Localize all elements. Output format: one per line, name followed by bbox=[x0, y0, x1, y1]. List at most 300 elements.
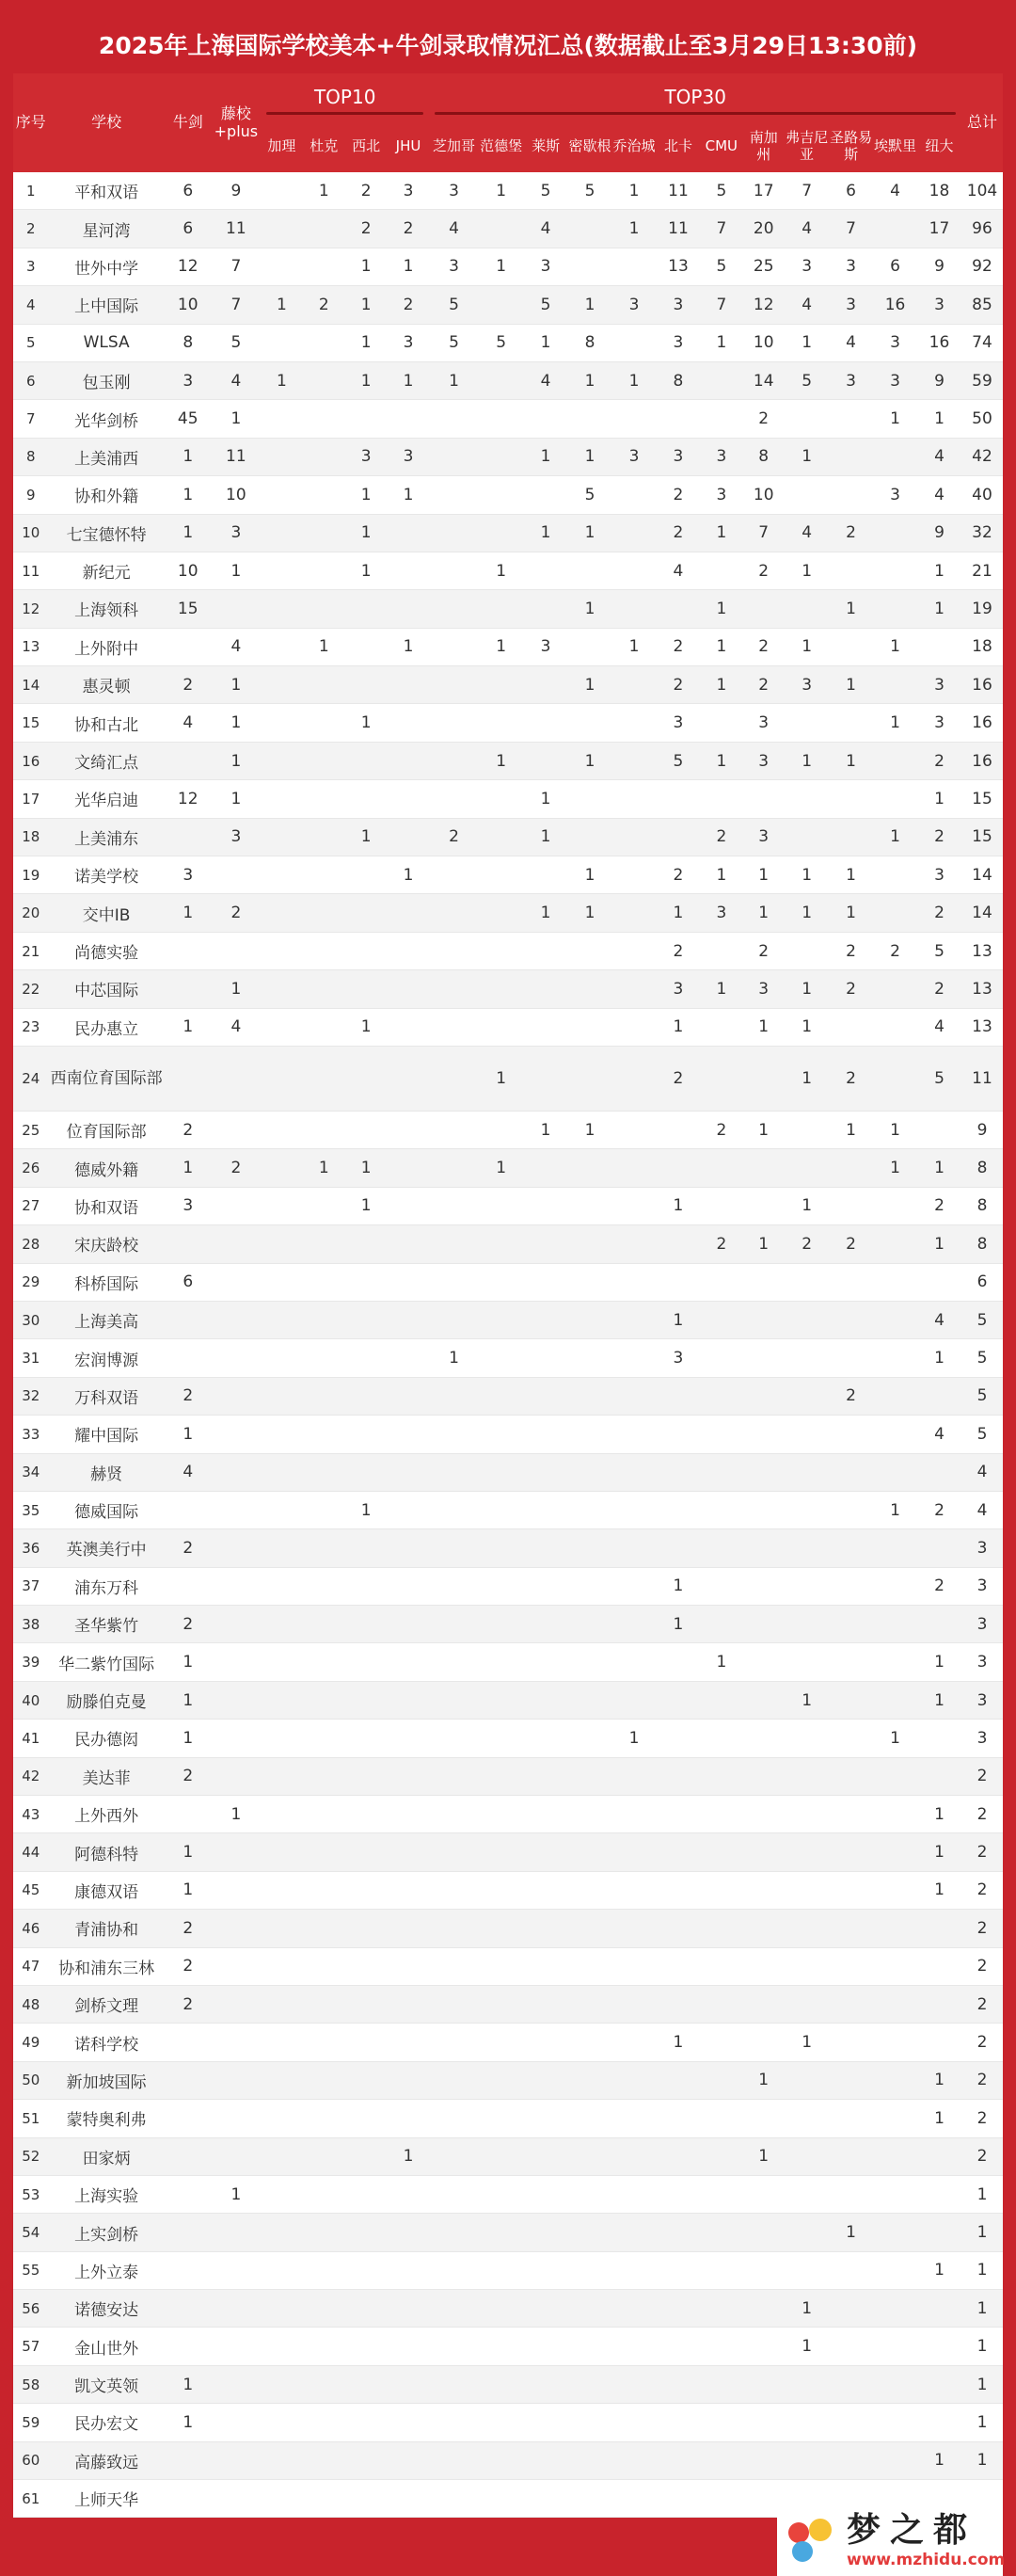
table-cell: 25 bbox=[742, 248, 785, 285]
table-cell bbox=[873, 1681, 917, 1719]
row-total: 14 bbox=[961, 894, 1003, 932]
table-cell bbox=[785, 1871, 829, 1909]
table-cell bbox=[345, 970, 388, 1008]
table-cell: 1 bbox=[345, 704, 388, 742]
table-cell bbox=[388, 2441, 430, 2479]
table-cell bbox=[785, 1947, 829, 1985]
table-cell: 2 bbox=[656, 628, 700, 665]
table-cell bbox=[873, 780, 917, 818]
table-cell bbox=[700, 2365, 742, 2403]
table-cell bbox=[524, 970, 568, 1008]
table-row bbox=[13, 248, 1003, 285]
table-cell bbox=[212, 1529, 261, 1567]
row-seq: 26 bbox=[13, 1149, 49, 1187]
table-cell: 1 bbox=[479, 742, 524, 779]
table-cell: 1 bbox=[873, 1491, 917, 1528]
row-total: 1 bbox=[961, 2441, 1003, 2479]
table-cell: 3 bbox=[742, 742, 785, 779]
table-cell: 1 bbox=[742, 2061, 785, 2099]
table-cell: 2 bbox=[700, 818, 742, 856]
table-cell: 1 bbox=[873, 1111, 917, 1148]
table-cell: 1 bbox=[212, 666, 261, 704]
table-cell bbox=[829, 476, 873, 514]
table-cell bbox=[656, 1416, 700, 1453]
row-seq: 6 bbox=[13, 361, 49, 399]
table-cell bbox=[829, 2404, 873, 2441]
table-cell bbox=[829, 1187, 873, 1224]
table-cell bbox=[165, 1339, 212, 1377]
table-cell: 1 bbox=[656, 1606, 700, 1643]
table-cell bbox=[303, 1910, 345, 1947]
table-cell bbox=[568, 1491, 612, 1528]
table-cell bbox=[388, 1339, 430, 1377]
table-row bbox=[13, 894, 1003, 932]
table-cell bbox=[873, 1947, 917, 1985]
table-cell bbox=[261, 1377, 303, 1415]
table-row bbox=[13, 2404, 1003, 2441]
table-cell bbox=[785, 2100, 829, 2137]
table-cell bbox=[261, 1453, 303, 1491]
table-cell bbox=[261, 2480, 303, 2518]
table-cell: 3 bbox=[656, 438, 700, 475]
row-seq: 29 bbox=[13, 1263, 49, 1301]
table-cell bbox=[429, 552, 478, 589]
table-body bbox=[13, 172, 1003, 2518]
table-cell bbox=[568, 1833, 612, 1871]
table-cell bbox=[429, 2328, 478, 2365]
table-cell: 3 bbox=[917, 286, 961, 324]
table-cell bbox=[612, 1339, 657, 1377]
table-cell bbox=[917, 2214, 961, 2251]
table-cell bbox=[742, 1263, 785, 1301]
table-cell bbox=[785, 590, 829, 628]
table-cell bbox=[524, 2290, 568, 2328]
school-name: 美达菲 bbox=[49, 1757, 165, 1795]
table-cell bbox=[388, 1149, 430, 1187]
table-cell: 1 bbox=[479, 172, 524, 210]
row-seq: 42 bbox=[13, 1757, 49, 1795]
table-cell bbox=[568, 210, 612, 248]
table-cell bbox=[700, 1606, 742, 1643]
table-cell bbox=[917, 1529, 961, 1567]
table-cell bbox=[388, 666, 430, 704]
table-cell bbox=[742, 1720, 785, 1757]
row-seq: 54 bbox=[13, 2214, 49, 2251]
table-cell bbox=[873, 1796, 917, 1833]
school-name: 上师天华 bbox=[49, 2480, 165, 2518]
table-cell: 7 bbox=[700, 286, 742, 324]
admissions-table bbox=[13, 73, 1003, 2518]
table-cell bbox=[165, 2328, 212, 2365]
table-cell: 2 bbox=[742, 552, 785, 589]
table-cell bbox=[829, 2365, 873, 2403]
table-cell bbox=[212, 1046, 261, 1111]
school-name: 协和古北 bbox=[49, 704, 165, 742]
table-cell bbox=[568, 818, 612, 856]
table-cell bbox=[429, 1985, 478, 2023]
row-seq: 20 bbox=[13, 894, 49, 932]
table-cell: 1 bbox=[612, 361, 657, 399]
table-cell bbox=[261, 2290, 303, 2328]
table-cell bbox=[742, 2214, 785, 2251]
school-name: 光华剑桥 bbox=[49, 400, 165, 438]
header-top30-col: 弗吉尼亚 bbox=[785, 120, 829, 172]
table-cell: 1 bbox=[785, 970, 829, 1008]
table-cell bbox=[388, 1606, 430, 1643]
table-cell bbox=[873, 1757, 917, 1795]
table-cell bbox=[212, 856, 261, 894]
table-cell bbox=[388, 970, 430, 1008]
table-cell bbox=[165, 2175, 212, 2213]
table-cell bbox=[873, 1606, 917, 1643]
table-cell bbox=[612, 742, 657, 779]
row-total: 3 bbox=[961, 1606, 1003, 1643]
table-cell bbox=[656, 590, 700, 628]
table-cell bbox=[829, 2290, 873, 2328]
table-cell: 3 bbox=[165, 361, 212, 399]
table-cell bbox=[524, 1149, 568, 1187]
table-cell: 3 bbox=[742, 818, 785, 856]
school-name: 金山世外 bbox=[49, 2328, 165, 2365]
table-cell: 1 bbox=[388, 248, 430, 285]
table-cell: 2 bbox=[656, 856, 700, 894]
table-cell bbox=[345, 2137, 388, 2175]
table-cell bbox=[165, 932, 212, 969]
table-cell bbox=[479, 1339, 524, 1377]
table-row bbox=[13, 856, 1003, 894]
table-cell bbox=[612, 248, 657, 285]
table-cell: 1 bbox=[917, 780, 961, 818]
table-cell bbox=[524, 704, 568, 742]
table-cell bbox=[656, 2100, 700, 2137]
table-cell bbox=[303, 2137, 345, 2175]
table-cell: 1 bbox=[212, 704, 261, 742]
table-cell: 2 bbox=[303, 286, 345, 324]
table-cell bbox=[212, 1757, 261, 1795]
table-cell bbox=[524, 590, 568, 628]
table-cell bbox=[568, 1225, 612, 1263]
table-cell bbox=[212, 1263, 261, 1301]
table-cell bbox=[345, 1453, 388, 1491]
table-cell: 5 bbox=[212, 324, 261, 361]
row-seq: 1 bbox=[13, 172, 49, 210]
table-cell bbox=[785, 1377, 829, 1415]
table-cell bbox=[917, 1111, 961, 1148]
row-total: 92 bbox=[961, 248, 1003, 285]
table-cell bbox=[479, 476, 524, 514]
table-cell bbox=[656, 1796, 700, 1833]
table-cell bbox=[873, 1187, 917, 1224]
table-cell bbox=[261, 248, 303, 285]
table-cell bbox=[524, 2365, 568, 2403]
table-cell bbox=[829, 1681, 873, 1719]
table-cell bbox=[479, 1491, 524, 1528]
table-cell bbox=[785, 1416, 829, 1453]
row-total: 59 bbox=[961, 361, 1003, 399]
table-cell: 1 bbox=[524, 438, 568, 475]
table-cell: 2 bbox=[917, 970, 961, 1008]
table-cell: 2 bbox=[917, 894, 961, 932]
row-seq: 22 bbox=[13, 970, 49, 1008]
table-cell bbox=[700, 1008, 742, 1046]
table-cell bbox=[212, 2404, 261, 2441]
table-cell bbox=[345, 628, 388, 665]
table-cell: 1 bbox=[479, 1149, 524, 1187]
table-cell bbox=[261, 1985, 303, 2023]
table-cell: 2 bbox=[742, 932, 785, 969]
table-cell: 1 bbox=[873, 1720, 917, 1757]
table-cell bbox=[388, 1187, 430, 1224]
table-cell: 3 bbox=[873, 476, 917, 514]
table-cell: 9 bbox=[212, 172, 261, 210]
table-cell bbox=[742, 1910, 785, 1947]
table-cell bbox=[303, 1681, 345, 1719]
table-cell bbox=[345, 2175, 388, 2213]
table-cell bbox=[524, 1947, 568, 1985]
table-cell: 1 bbox=[656, 2024, 700, 2061]
table-cell bbox=[212, 1871, 261, 1909]
table-cell bbox=[656, 2214, 700, 2251]
table-cell: 13 bbox=[656, 248, 700, 285]
table-cell bbox=[479, 932, 524, 969]
table-cell bbox=[261, 818, 303, 856]
table-row bbox=[13, 2100, 1003, 2137]
table-cell bbox=[479, 1871, 524, 1909]
table-cell bbox=[568, 2137, 612, 2175]
table-cell bbox=[429, 1567, 478, 1605]
table-cell: 4 bbox=[917, 1301, 961, 1338]
table-cell: 1 bbox=[656, 1187, 700, 1224]
table-cell bbox=[479, 856, 524, 894]
row-seq: 23 bbox=[13, 1008, 49, 1046]
table-cell bbox=[873, 590, 917, 628]
table-cell bbox=[873, 856, 917, 894]
table-row bbox=[13, 742, 1003, 779]
table-cell bbox=[261, 1416, 303, 1453]
table-cell bbox=[429, 1833, 478, 1871]
table-cell bbox=[479, 2214, 524, 2251]
table-cell bbox=[612, 1681, 657, 1719]
table-cell bbox=[829, 704, 873, 742]
table-cell bbox=[303, 1567, 345, 1605]
table-cell: 3 bbox=[656, 286, 700, 324]
table-cell bbox=[388, 2290, 430, 2328]
table-cell bbox=[429, 1008, 478, 1046]
table-row bbox=[13, 1910, 1003, 1947]
table-cell: 5 bbox=[700, 248, 742, 285]
table-cell: 1 bbox=[917, 1225, 961, 1263]
table-cell bbox=[700, 1529, 742, 1567]
table-cell bbox=[917, 1910, 961, 1947]
header-oxbridge: 牛剑 bbox=[165, 73, 212, 172]
row-total: 2 bbox=[961, 2061, 1003, 2099]
table-cell bbox=[785, 1910, 829, 1947]
table-cell: 2 bbox=[212, 894, 261, 932]
table-cell bbox=[612, 1833, 657, 1871]
table-cell bbox=[742, 1796, 785, 1833]
table-cell bbox=[568, 2061, 612, 2099]
table-cell bbox=[429, 2365, 478, 2403]
table-cell bbox=[656, 2328, 700, 2365]
table-cell bbox=[261, 780, 303, 818]
row-seq: 4 bbox=[13, 286, 49, 324]
table-cell bbox=[524, 1416, 568, 1453]
table-row bbox=[13, 1339, 1003, 1377]
table-cell bbox=[212, 2365, 261, 2403]
table-cell: 15 bbox=[165, 590, 212, 628]
table-cell bbox=[388, 1796, 430, 1833]
table-cell bbox=[429, 1416, 478, 1453]
table-cell bbox=[345, 1757, 388, 1795]
table-cell: 4 bbox=[785, 514, 829, 552]
table-cell: 1 bbox=[700, 590, 742, 628]
table-cell bbox=[303, 476, 345, 514]
table-cell bbox=[568, 1720, 612, 1757]
table-cell bbox=[742, 1757, 785, 1795]
table-cell bbox=[303, 248, 345, 285]
table-cell bbox=[656, 818, 700, 856]
header-total: 总计 bbox=[961, 73, 1003, 172]
table-cell bbox=[524, 400, 568, 438]
table-cell bbox=[785, 780, 829, 818]
table-cell bbox=[388, 552, 430, 589]
school-name: 德威国际 bbox=[49, 1491, 165, 1528]
header-top30-col: 埃默里 bbox=[873, 120, 917, 172]
row-total: 3 bbox=[961, 1643, 1003, 1681]
table-cell bbox=[165, 2251, 212, 2289]
row-total: 2 bbox=[961, 1796, 1003, 1833]
table-cell bbox=[479, 2024, 524, 2061]
school-name: 科桥国际 bbox=[49, 1263, 165, 1301]
table-cell: 3 bbox=[785, 666, 829, 704]
table-cell: 1 bbox=[785, 1008, 829, 1046]
table-cell: 3 bbox=[345, 438, 388, 475]
table-cell bbox=[429, 2061, 478, 2099]
table-cell bbox=[568, 2251, 612, 2289]
table-cell: 1 bbox=[917, 1681, 961, 1719]
row-total: 13 bbox=[961, 932, 1003, 969]
table-cell: 4 bbox=[212, 361, 261, 399]
table-cell bbox=[700, 1720, 742, 1757]
table-cell bbox=[479, 818, 524, 856]
table-cell bbox=[429, 1757, 478, 1795]
table-cell bbox=[873, 438, 917, 475]
table-cell bbox=[656, 2480, 700, 2518]
table-cell bbox=[829, 1910, 873, 1947]
table-cell bbox=[479, 1567, 524, 1605]
table-cell bbox=[429, 742, 478, 779]
row-total: 74 bbox=[961, 324, 1003, 361]
table-cell bbox=[785, 704, 829, 742]
table-cell bbox=[612, 400, 657, 438]
table-cell: 2 bbox=[388, 286, 430, 324]
table-cell: 1 bbox=[165, 1149, 212, 1187]
table-cell bbox=[785, 2137, 829, 2175]
table-cell bbox=[873, 2024, 917, 2061]
table-cell bbox=[345, 1985, 388, 2023]
row-total: 1 bbox=[961, 2404, 1003, 2441]
table-cell: 1 bbox=[742, 2137, 785, 2175]
table-cell bbox=[479, 1111, 524, 1148]
table-cell: 1 bbox=[785, 1681, 829, 1719]
table-cell: 9 bbox=[917, 514, 961, 552]
table-cell bbox=[612, 1225, 657, 1263]
row-seq: 52 bbox=[13, 2137, 49, 2175]
table-cell bbox=[303, 1339, 345, 1377]
table-cell bbox=[612, 1985, 657, 2023]
table-cell bbox=[700, 2214, 742, 2251]
table-row bbox=[13, 1871, 1003, 1909]
table-row bbox=[13, 780, 1003, 818]
table-cell bbox=[429, 1720, 478, 1757]
table-cell bbox=[388, 2100, 430, 2137]
table-cell bbox=[479, 1225, 524, 1263]
table-cell bbox=[612, 1567, 657, 1605]
table-cell: 2 bbox=[742, 666, 785, 704]
table-cell bbox=[303, 1377, 345, 1415]
table-cell bbox=[429, 590, 478, 628]
table-cell bbox=[917, 1453, 961, 1491]
table-cell bbox=[612, 2290, 657, 2328]
table-cell: 4 bbox=[785, 286, 829, 324]
table-cell bbox=[700, 1187, 742, 1224]
table-row bbox=[13, 704, 1003, 742]
table-cell: 4 bbox=[212, 628, 261, 665]
row-total: 8 bbox=[961, 1187, 1003, 1224]
table-cell: 3 bbox=[524, 628, 568, 665]
table-cell bbox=[656, 1871, 700, 1909]
table-cell bbox=[568, 1263, 612, 1301]
table-cell bbox=[524, 1301, 568, 1338]
table-cell bbox=[612, 1453, 657, 1491]
table-cell bbox=[388, 1910, 430, 1947]
table-cell bbox=[873, 2061, 917, 2099]
table-cell bbox=[429, 1871, 478, 1909]
table-cell: 1 bbox=[742, 1111, 785, 1148]
table-cell bbox=[656, 2137, 700, 2175]
table-cell bbox=[917, 2328, 961, 2365]
table-cell bbox=[303, 666, 345, 704]
table-row bbox=[13, 1796, 1003, 1833]
table-cell bbox=[429, 2214, 478, 2251]
table-cell: 11 bbox=[212, 210, 261, 248]
table-cell bbox=[212, 1985, 261, 2023]
row-seq: 46 bbox=[13, 1910, 49, 1947]
table-cell bbox=[612, 590, 657, 628]
table-cell bbox=[261, 932, 303, 969]
table-cell bbox=[388, 1111, 430, 1148]
table-cell bbox=[612, 818, 657, 856]
table-cell: 1 bbox=[785, 2328, 829, 2365]
table-cell bbox=[829, 1149, 873, 1187]
school-name: 英澳美行中 bbox=[49, 1529, 165, 1567]
table-cell bbox=[345, 780, 388, 818]
table-cell bbox=[388, 1529, 430, 1567]
table-cell bbox=[568, 400, 612, 438]
table-cell bbox=[785, 2251, 829, 2289]
school-name: 民办宏文 bbox=[49, 2404, 165, 2441]
table-cell bbox=[429, 514, 478, 552]
table-cell bbox=[479, 1187, 524, 1224]
school-name: 协和外籍 bbox=[49, 476, 165, 514]
school-name: 上美浦西 bbox=[49, 438, 165, 475]
table-cell: 3 bbox=[917, 666, 961, 704]
table-cell: 1 bbox=[656, 1008, 700, 1046]
table-cell: 6 bbox=[873, 248, 917, 285]
table-cell: 1 bbox=[700, 856, 742, 894]
table-cell bbox=[303, 1491, 345, 1528]
bubble-logo-icon bbox=[788, 2519, 835, 2562]
